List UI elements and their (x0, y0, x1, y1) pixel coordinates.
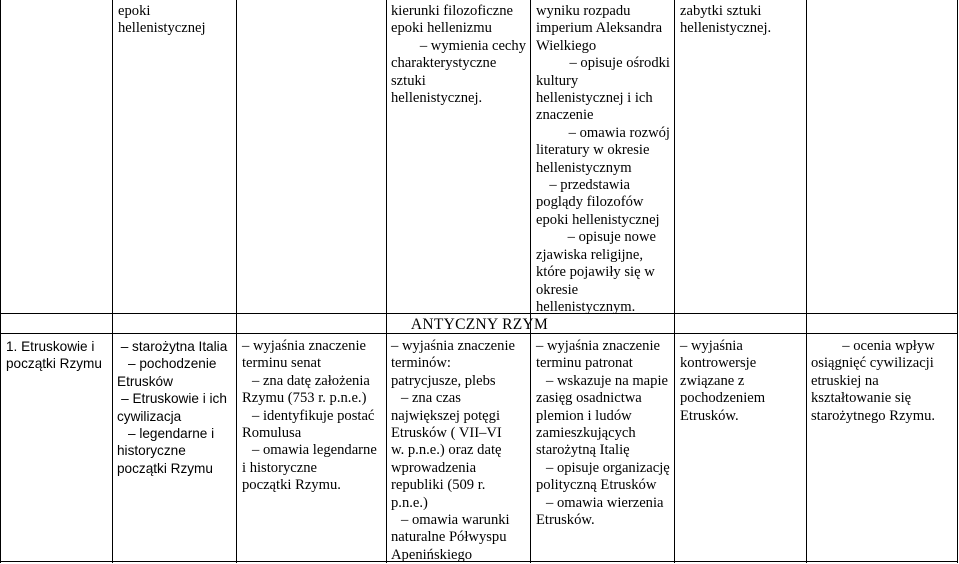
cell-text-line: charakterystyczne (391, 55, 497, 72)
cell-text-line: początki Rzymu. (242, 477, 341, 494)
cell-text-line: pochodzeniem (680, 390, 766, 407)
cell-text-line: – omawia warunki (401, 512, 510, 529)
cell-text-line: – opisuje organizację (546, 459, 670, 476)
cell-text-line: osiągnięć cywilizacji (811, 355, 934, 372)
cell-text-line: epoki (118, 3, 151, 19)
cell-text-line: plemion i ludów (536, 407, 632, 424)
cell-text-line: starożytnego Rzymu. (811, 407, 936, 424)
cell-text-line: – wyjaśnia znaczenie (391, 338, 515, 354)
column-divider (112, 0, 113, 563)
top-row-col5-cell (680, 3, 804, 38)
cell-text-line: Etrusków. (536, 512, 595, 529)
cell-text-line: kultury (536, 72, 579, 89)
cell-text-line: – legendarne i (128, 426, 215, 442)
cell-text-line: hellenistycznej. (391, 90, 483, 107)
table-border-right (957, 0, 958, 563)
cell-text-line: naturalne Półwyspu (391, 529, 507, 546)
cell-text-line: Apenińskiego (391, 546, 473, 563)
cell-text-line: hellenistycznej. (680, 20, 772, 37)
cell-text-line: – opisuje nowe (567, 229, 656, 246)
cell-text-line: Etrusków ( VII–VI (391, 425, 502, 442)
cell-text-line: zamieszkujących (536, 425, 636, 442)
requirements-level3-cell (536, 338, 670, 529)
cell-text-line: etruskiej na (811, 372, 879, 389)
cell-text-line: – wyjaśnia znaczenie (242, 338, 366, 354)
cell-text-line: Wielkiego (536, 37, 597, 54)
column-divider (386, 0, 387, 563)
cell-text-line: początki Rzymu (117, 460, 213, 476)
top-row-col3-cell (391, 3, 526, 107)
cell-text-line: p.n.e.) (391, 494, 428, 511)
cell-text-line: cywilizacja (117, 408, 182, 424)
cell-text-line: Rzymu (753 r. p.n.e.) (242, 390, 367, 407)
cell-text-line: – omawia legendarne (252, 442, 377, 459)
cell-text-line: Etrusków. (680, 407, 739, 424)
cell-text-line: sztuki (391, 72, 426, 89)
cell-text-line: epoki hellenizmu (391, 20, 492, 37)
topic-cell (6, 338, 110, 373)
cell-text-line: literatury w okresie (536, 142, 650, 159)
column-divider (806, 0, 807, 563)
cell-text-line: wyniku rozpadu (536, 3, 631, 19)
cell-text-line: – wymienia cechy (419, 37, 526, 54)
cell-text-line: – zna datę założenia (252, 372, 370, 389)
cell-text-line: największej potęgi (391, 407, 501, 424)
cell-text-line: związane z (680, 372, 745, 389)
cell-text-line: – wyjaśnia (680, 338, 743, 354)
cell-text-line: w. p.n.e.) oraz datę (391, 442, 502, 459)
column-divider (236, 0, 237, 563)
row-divider (0, 313, 958, 314)
cell-text-line: zabytki sztuki (680, 3, 762, 19)
cell-text-line: poglądy filozofów (536, 194, 644, 211)
cell-text-line: kierunki filozoficzne (391, 3, 513, 19)
requirements-level5-cell (811, 338, 956, 425)
cell-text-line: starożytną Italię (536, 442, 630, 459)
cell-text-line: zasięg osadnictwa (536, 390, 642, 407)
cell-text-line: zjawiska religijne, (536, 246, 643, 263)
cell-text-line: – omawia rozwój (568, 124, 670, 141)
requirements-level4-cell (680, 338, 804, 425)
cell-text-line: Etrusków (117, 373, 173, 389)
cell-text-line: – ocenia wpływ (842, 338, 935, 354)
column-divider (674, 0, 675, 563)
cell-text-line: hellenistycznej i ich (536, 90, 653, 107)
cell-text-line: imperium Aleksandra (536, 20, 663, 37)
cell-text-line: terminów: (391, 355, 451, 372)
cell-text-line: i historyczne (242, 459, 317, 476)
topic-title: początki Rzymu (6, 356, 102, 372)
column-divider (530, 0, 531, 563)
cell-text-line: kształtowanie się (811, 390, 912, 407)
cell-text-line: – przedstawia (549, 177, 630, 194)
cell-text-line: epoki hellenistycznej (536, 211, 660, 228)
cell-text-line: patrycjusze, plebs (391, 372, 496, 389)
cell-text-line: – wskazuje na mapie (546, 372, 668, 389)
cell-text-line: okresie (536, 281, 579, 298)
cell-text-line: wprowadzenia (391, 459, 477, 476)
requirements-level2-cell (391, 338, 527, 564)
cell-text-line: hellenistycznym. (536, 298, 636, 315)
cell-text-line: – identyfikuje postać (252, 407, 375, 424)
section-heading: ANTYCZNY RZYM (410, 316, 549, 333)
cell-text-line: terminu senat (242, 355, 322, 372)
cell-text-line: Romulusa (242, 425, 302, 442)
cell-text-line: – zna czas (401, 390, 461, 407)
cell-text-line: – starożytna Italia (120, 339, 228, 354)
cell-text-line: – wyjaśnia znaczenie (536, 338, 660, 354)
top-row-col1-cell (118, 3, 233, 38)
cell-text-line: polityczną Etrusków (536, 477, 657, 494)
table-border-left (0, 0, 1, 563)
cell-text-line: republiki (509 r. (391, 477, 486, 494)
cell-text-line: – Etruskowie i ich (121, 391, 227, 407)
cell-text-line: hellenistycznym (536, 159, 632, 176)
cell-text-line: terminu patronat (536, 355, 633, 372)
cell-text-line: historyczne (117, 443, 186, 459)
cell-text-line: znaczenie (536, 107, 594, 124)
cell-text-line: – omawia wierzenia (546, 494, 664, 511)
cell-text-line: – opisuje ośrodki (569, 55, 670, 72)
cell-text-line: hellenistycznej (118, 20, 206, 37)
cell-text-line: które pojawiły się w (536, 264, 655, 281)
topic-title: 1. Etruskowie i (6, 339, 95, 354)
cell-text-line: kontrowersje (680, 355, 757, 372)
top-row-col4-cell (536, 3, 670, 316)
requirements-level1-cell (242, 338, 384, 495)
content-cell (117, 338, 231, 477)
cell-text-line: – pochodzenie (128, 356, 217, 372)
